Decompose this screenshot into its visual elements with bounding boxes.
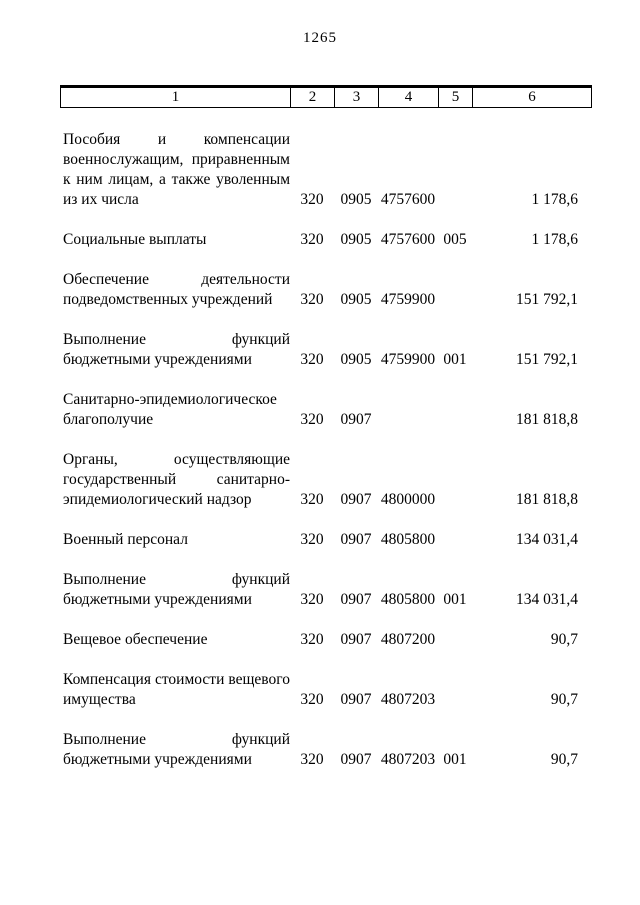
row-code-col4: 4757600 (380, 191, 436, 208)
row-item-name: Компенсация стоимости вещевого имущества (63, 671, 290, 708)
row-code-col4: 4759900 (380, 351, 436, 368)
row-amount: 90,7 (550, 691, 578, 708)
page-number: 1265 (303, 30, 337, 46)
table-header-col-2: 2 (291, 88, 335, 107)
row-amount: 151 792,1 (516, 291, 578, 308)
row-code-col2: 320 (300, 531, 324, 548)
row-code-col3: 0905 (340, 191, 372, 208)
table-row (60, 570, 592, 610)
table-header-col-6: 6 (528, 89, 536, 105)
table-row (60, 530, 592, 550)
row-code-col5: 001 (443, 591, 467, 608)
row-item-name: Выполнение функций бюджетными учреждениями (63, 331, 290, 368)
row-amount: 90,7 (550, 631, 578, 648)
row-code-col4: 4800000 (380, 491, 436, 508)
row-amount: 1 178,6 (531, 191, 578, 208)
row-code-col2: 320 (300, 231, 324, 248)
row-code-col3: 0907 (340, 631, 372, 648)
row-item-name: Военный персонал (63, 531, 188, 548)
row-item-name: Социальные выплаты (63, 231, 207, 248)
row-code-col4: 4805800 (380, 531, 436, 548)
row-code-col2: 320 (300, 351, 324, 368)
table-row (60, 330, 592, 370)
row-code-col3: 0907 (340, 691, 372, 708)
row-amount: 151 792,1 (516, 351, 578, 368)
row-code-col3: 0905 (340, 291, 372, 308)
row-amount: 134 031,4 (516, 531, 578, 548)
table-row (60, 630, 592, 650)
table-body (60, 130, 592, 790)
row-item-name: Вещевое обеспечение (63, 631, 208, 648)
row-code-col2: 320 (300, 191, 324, 208)
table-header-row (60, 85, 592, 108)
row-amount: 1 178,6 (531, 231, 578, 248)
table-row (60, 730, 592, 770)
row-code-col4: 4807200 (380, 631, 436, 648)
row-code-col4: 4807203 (380, 751, 436, 768)
row-code-col3: 0907 (340, 591, 372, 608)
table-row (60, 230, 592, 250)
row-code-col3: 0907 (340, 531, 372, 548)
row-code-col2: 320 (300, 591, 324, 608)
table-row (60, 390, 592, 430)
row-code-col3: 0905 (340, 231, 372, 248)
row-code-col2: 320 (300, 411, 324, 428)
table-header-col-1: 1 (61, 88, 291, 107)
row-amount: 181 818,8 (516, 411, 578, 428)
row-code-col2: 320 (300, 691, 324, 708)
row-amount: 134 031,4 (516, 591, 578, 608)
table-row (60, 670, 592, 710)
row-item-name: Выполнение функций бюджетными учреждениями (63, 571, 290, 608)
row-item-name: Органы, осуществляющие государственный санитарно-эпидемиологический надзор (63, 451, 290, 508)
row-code-col2: 320 (300, 751, 324, 768)
table-row (60, 450, 592, 510)
table-row (60, 270, 592, 310)
row-code-col2: 320 (300, 291, 324, 308)
row-code-col3: 0907 (340, 411, 372, 428)
row-code-col5: 001 (443, 351, 467, 368)
row-code-col4: 4805800 (380, 591, 436, 608)
table-header-col-3: 3 (335, 88, 379, 107)
row-code-col3: 0907 (340, 491, 372, 508)
table-header-col-4: 4 (379, 88, 439, 107)
row-code-col2: 320 (300, 631, 324, 648)
row-code-col4: 4759900 (380, 291, 436, 308)
table-row (60, 130, 592, 210)
row-code-col4: 4807203 (380, 691, 436, 708)
row-amount: 181 818,8 (516, 491, 578, 508)
row-code-col2: 320 (300, 491, 324, 508)
row-code-col3: 0907 (340, 751, 372, 768)
row-item-name: Санитарно-эпидемиологическое благополучие (63, 391, 277, 428)
row-amount: 90,7 (550, 751, 578, 768)
row-code-col3: 0905 (340, 351, 372, 368)
row-code-col4: 4757600 (380, 231, 436, 248)
row-item-name: Пособия и компенсации военнослужащим, приравненным к ним лицам, а также уволенным из их числа (63, 131, 290, 208)
table-header-col-5: 5 (439, 88, 473, 107)
row-item-name: Обеспечение деятельности подведомственных учреждений (63, 271, 290, 308)
row-item-name: Выполнение функций бюджетными учреждениями (63, 731, 290, 768)
row-code-col5: 005 (443, 231, 467, 248)
row-code-col5: 001 (443, 751, 467, 768)
